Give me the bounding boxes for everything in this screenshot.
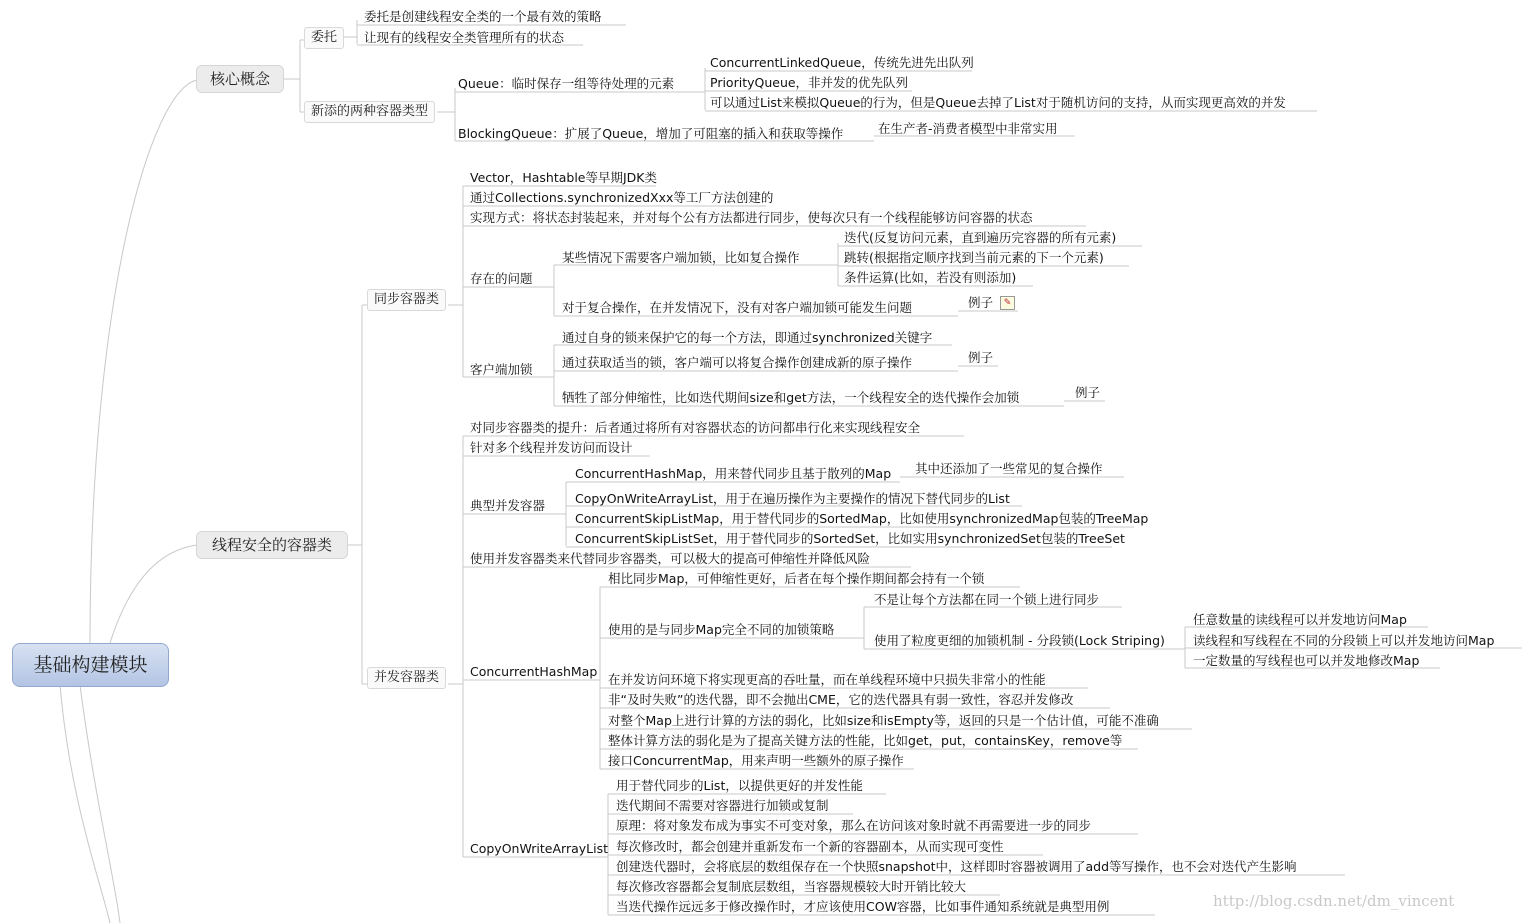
sync-item[interactable]: 通过Collections.synchronizedXxx等工厂方法创建的 [470,190,774,205]
typical-item[interactable]: CopyOnWriteArrayList，用于在遍历操作为主要操作的情况下替代同步的List [575,491,1010,506]
client-lock-item[interactable]: 通过自身的锁来保护它的每一个方法，即通过synchronized关键字 [562,330,933,345]
concurrent-containers-node[interactable]: 并发容器类 [367,667,446,689]
cow-item[interactable]: 创建迭代器时，会将底层的数组保存在一个快照snapshot中，这样即时容器被调用了add等写操作，也不会对迭代产生影响 [616,859,1297,874]
thread-safe-containers-node[interactable]: 线程安全的容器类 [196,531,348,559]
striping-item[interactable]: 一定数量的写线程也可以并发地修改Map [1193,653,1420,668]
queue-node[interactable]: Queue：临时保存一组等待处理的元素 [458,76,675,91]
watermark: http://blog.csdn.net/dm_vincent [1213,892,1455,910]
compound-op-item[interactable]: 条件运算(比如，若没有则添加) [844,270,1017,285]
lock-striping-node[interactable]: 使用了粒度更细的加锁机制 - 分段锁(Lock Striping) [874,633,1165,648]
sync-containers-node[interactable]: 同步容器类 [367,289,446,311]
sync-item[interactable]: Vector，Hashtable等早期JDK类 [470,170,657,185]
problem-item[interactable]: 某些情况下需要客户端加锁，比如复合操作 [562,250,800,265]
typical-item[interactable]: ConcurrentHashMap，用来替代同步且基于散列的Map [575,466,892,481]
blocking-queue-item[interactable]: 在生产者-消费者模型中非常实用 [878,121,1058,136]
cow-node[interactable]: CopyOnWriteArrayList [470,841,608,856]
example-link[interactable]: 例子 [968,295,994,310]
queue-item[interactable]: 可以通过List来模拟Queue的行为，但是Queue去掉了List对于随机访问的支持，从而实现更高效的并发 [710,95,1286,110]
client-lock-node[interactable]: 客户端加锁 [470,362,533,377]
new-container-types-node[interactable]: 新添的两种容器类型 [304,101,435,123]
striping-item[interactable]: 任意数量的读线程可以并发地访问Map [1193,612,1407,627]
typical-chm-extra[interactable]: 其中还添加了一些常见的复合操作 [915,461,1103,476]
client-lock-item[interactable]: 通过获取适当的锁，客户端可以将复合操作创建成新的原子操作 [562,355,913,370]
chm-node[interactable]: ConcurrentHashMap [470,664,598,679]
delegation-node[interactable]: 委托 [304,27,344,49]
blocking-queue-node[interactable]: BlockingQueue：扩展了Queue，增加了可阻塞的插入和获取等操作 [458,126,844,141]
chm-item[interactable]: 接口ConcurrentMap，用来声明一些额外的原子操作 [608,753,904,768]
cow-item[interactable]: 当迭代操作远远多于修改操作时，才应该使用COW容器，比如事件通知系统就是典型用例 [616,899,1110,914]
queue-item[interactable]: ConcurrentLinkedQueue，传统先进先出队列 [710,55,974,70]
chm-item[interactable]: 整体计算方法的弱化是为了提高关键方法的性能，比如get，put，containsKey，remove等 [608,733,1123,748]
chm-item[interactable]: 相比同步Map，可伸缩性更好，后者在每个操作期间都会持有一个锁 [608,571,985,586]
chm-item[interactable]: 非“及时失败”的迭代器，即不会抛出CME，它的迭代器具有弱一致性，容忍并发修改 [608,692,1074,707]
client-lock-item[interactable]: 牺牲了部分伸缩性，比如迭代期间size和get方法，一个线程安全的迭代操作会加锁 [562,390,1020,405]
example-link[interactable]: 例子 [968,350,994,365]
striping-item[interactable]: 读线程和写线程在不同的分段锁上可以并发地访问Map [1193,633,1495,648]
cow-item[interactable]: 迭代期间不需要对容器进行加锁或复制 [616,798,829,813]
example-link[interactable]: 例子 [1075,385,1101,400]
root-node[interactable]: 基础构建模块 [12,643,169,687]
cow-item[interactable]: 每次修改容器都会复制底层数组，当容器规模较大时开销比较大 [616,879,967,894]
typical-item[interactable]: ConcurrentSkipListMap，用于替代同步的SortedMap，比如使用synchronizedMap包装的TreeMap [575,511,1149,526]
compound-op-item[interactable]: 迭代(反复访问元素，直到遍历完容器的所有元素) [844,230,1117,245]
cow-item[interactable]: 每次修改时，都会创建并重新发布一个新的容器副本，从而实现可变性 [616,839,1004,854]
concurrent-item[interactable]: 使用并发容器类来代替同步容器类，可以极大的提高可伸缩性并降低风险 [470,551,871,566]
concurrent-item[interactable]: 针对多个线程并发访问而设计 [470,440,633,455]
compound-op-item[interactable]: 跳转(根据指定顺序找到当前元素的下一个元素) [844,250,1104,265]
delegation-item[interactable]: 委托是创建线程安全类的一个最有效的策略 [364,9,602,24]
concurrent-item[interactable]: 对同步容器类的提升：后者通过将所有对容器状态的访问都串行化来实现线程安全 [470,420,921,435]
core-concepts-node[interactable]: 核心概念 [196,65,284,93]
problem-item[interactable]: 对于复合操作，在并发情况下，没有对客户端加锁可能发生问题 [562,300,913,315]
queue-item[interactable]: PriorityQueue，非并发的优先队列 [710,75,909,90]
chm-item[interactable]: 在并发访问环境下将实现更高的吞吐量，而在单线程环境中只损失非常小的性能 [608,672,1046,687]
cow-item[interactable]: 原理：将对象发布成为事实不可变对象，那么在访问该对象时就不再需要进一步的同步 [616,818,1092,833]
note-icon[interactable]: ✎ [1000,296,1015,310]
typical-node[interactable]: 典型并发容器 [470,498,546,513]
problems-node[interactable]: 存在的问题 [470,271,533,286]
chm-item[interactable]: 对整个Map上进行计算的方法的弱化，比如size和isEmpty等，返回的只是一个估计值，可能不准确 [608,713,1159,728]
delegation-item[interactable]: 让现有的线程安全类管理所有的状态 [364,30,565,45]
chm-strategy-item[interactable]: 不是让每个方法都在同一个锁上进行同步 [874,592,1100,607]
typical-item[interactable]: ConcurrentSkipListSet，用于替代同步的SortedSet，比如实用synchronizedSet包装的TreeSet [575,531,1125,546]
chm-strategy-node[interactable]: 使用的是与同步Map完全不同的加锁策略 [608,622,835,637]
cow-item[interactable]: 用于替代同步的List，以提供更好的并发性能 [616,778,863,793]
sync-item[interactable]: 实现方式：将状态封装起来，并对每个公有方法都进行同步，使每次只有一个线程能够访问容器的状态 [470,210,1033,225]
